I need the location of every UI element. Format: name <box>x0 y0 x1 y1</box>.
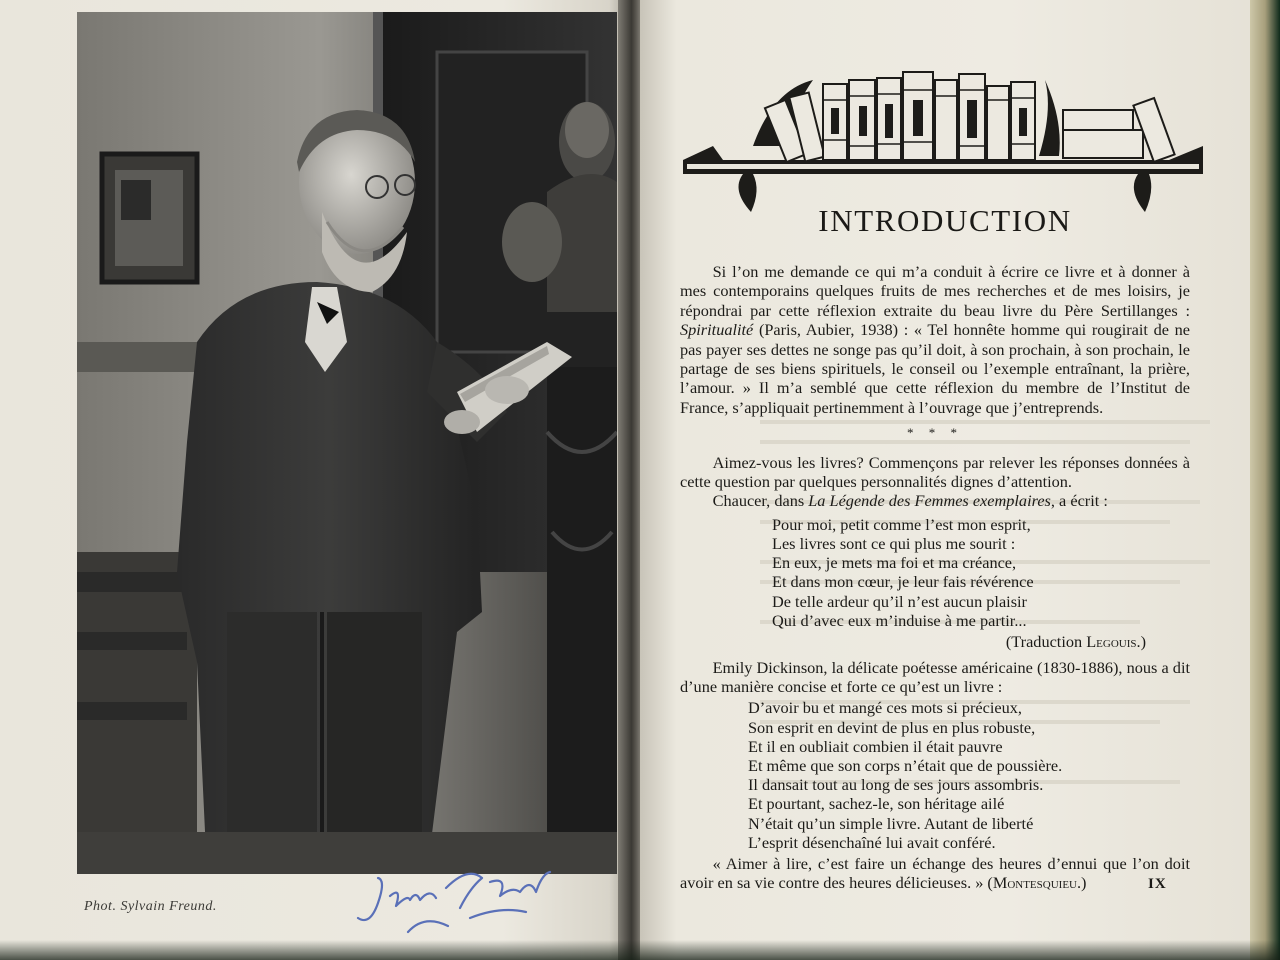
poem-line: D’avoir bu et mangé ces mots si précieux, <box>748 698 1022 718</box>
paragraph-aimez-vous: Aimez-vous les livres? Commençons par relever les réponses données à cette question par quelques personnalités dignes d’attention. <box>680 452 1190 492</box>
bottom-shadow <box>0 940 1280 960</box>
translator-name: Legouis <box>1086 632 1137 652</box>
paragraph-sertillanges <box>680 262 1190 417</box>
chaucer-intro-end: , a écrit : <box>1050 491 1108 511</box>
portrait-image <box>77 12 617 874</box>
chapter-title: INTRODUCTION <box>818 203 1072 238</box>
poem-line: Les livres sont ce qui plus me sourit : <box>772 534 1016 554</box>
paragraph-1-rest: (Paris, Aubier, 1938) : « Tel honnête homme qui rougirait de ne pas payer ses dettes ne songe pas qu’il doit, à son prochain, à son prochain, le partage de ses biens spirituels, le conseil ou l’exemple entraînant, la prière, l’amour. » Il m’a semblé que cette réflexion du membre de l’Institut de France, s’appliquait pertinemment à l’ouvrage que j’entreprends. <box>680 320 1190 417</box>
introduction-text <box>680 262 1190 893</box>
chaucer-intro: Chaucer, dans <box>712 491 809 511</box>
bookshelf-engraving <box>683 60 1203 220</box>
poem-line: L’esprit désenchaîné lui avait conféré. <box>748 832 996 852</box>
book-title-spiritualite: Spiritualité <box>680 320 754 340</box>
poem-line: Qui d’avec eux m’induise à me partir... <box>772 610 1027 630</box>
poem-line: En eux, je mets ma foi et ma créance, <box>772 553 1017 573</box>
portrait-photograph <box>77 12 617 874</box>
quote-text: « Aimer à lire, c’est faire un échange des heures d’ennui que l’on doit avoir en sa vie contre des heures délicieuses. » ( <box>680 853 1190 893</box>
photo-credit: Phot. Sylvain Freund. <box>84 899 217 914</box>
poem-line: Pour moi, petit comme l’est mon esprit, <box>772 514 1031 534</box>
poem-line: Et pourtant, sachez-le, son héritage ailé <box>748 794 1005 814</box>
poem-line: Son esprit en devint de plus en plus robuste, <box>748 717 1036 737</box>
translation-credit <box>680 632 1190 651</box>
poem-line: Et dans mon cœur, je leur fais révérence <box>772 572 1034 592</box>
dickinson-poem <box>748 698 1190 852</box>
paragraph-dickinson: Emily Dickinson, la délicate poétesse américaine (1830-1886), nous a dit d’une manière concise et forte ce qu’est un livre : <box>680 657 1190 696</box>
poem-line: Et même que son corps n’était que de poussière. <box>748 755 1063 775</box>
quote-suffix: .) <box>1076 873 1087 893</box>
page-number: IX <box>1148 876 1167 892</box>
montesquieu-quote <box>680 854 1190 893</box>
left-page <box>0 0 628 960</box>
paragraph-chaucer <box>680 491 1190 510</box>
credit-suffix: .) <box>1136 632 1146 652</box>
chaucer-poem <box>772 515 1190 630</box>
poem-line: Il dansait tout au long de ses jours assombris. <box>748 775 1044 795</box>
poem-line: Et il en oubliait combien il était pauvre <box>748 736 1003 756</box>
credit-prefix: (Traduction <box>1005 632 1087 652</box>
quote-author: Montesquieu <box>992 873 1077 893</box>
page-edges <box>1250 0 1280 960</box>
poem-line: N’était qu’un simple livre. Autant de liberté <box>748 813 1034 833</box>
section-asterism: * * * <box>907 425 963 441</box>
poem-line: De telle ardeur qu’il n’est aucun plaisir <box>772 591 1027 611</box>
handwritten-signature <box>350 848 560 938</box>
chaucer-work-title: La Légende des Femmes exemplaires <box>808 491 1051 511</box>
paragraph-1-text: Si l’on me demande ce qui m’a conduit à écrire ce livre et à donner à mes contemporains quelques fruits de mes recherches et de mes loisirs, je répondrai par cette réflexion extraite du beau livre du Père Sertillanges : <box>680 262 1190 320</box>
